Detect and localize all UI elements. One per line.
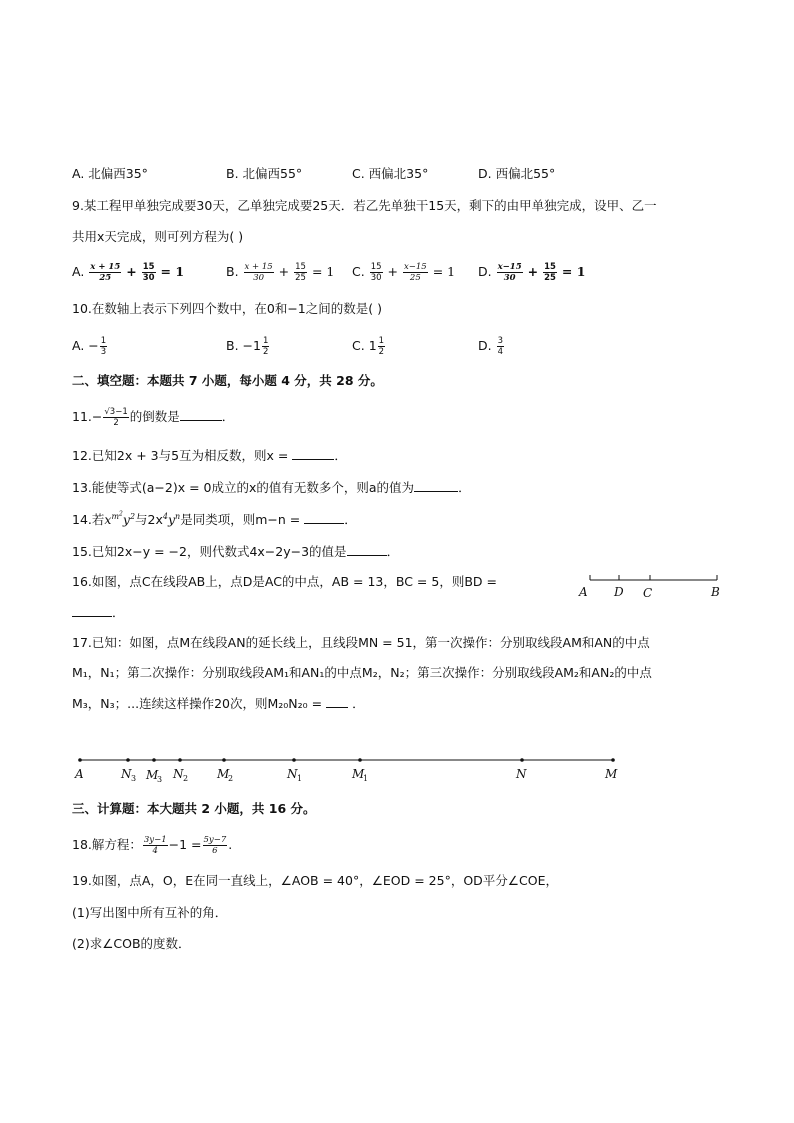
q13: 13.能使等式(a−2)x = 0成立的x的值有无数多个，则a的值为 ． xyxy=(72,480,471,495)
q9-option-c: C. $\frac{15}{30}$ + $\frac{x-15}{25}$ = 1 xyxy=(352,262,456,283)
svg-text:2: 2 xyxy=(228,774,234,783)
point-n1 xyxy=(292,758,296,762)
point-n2 xyxy=(178,758,182,762)
svg-text:3: 3 xyxy=(157,775,163,784)
q16-blank[interactable] xyxy=(72,605,112,617)
point-n xyxy=(520,758,524,762)
q16-segment-figure xyxy=(575,570,725,602)
label-n1: N xyxy=(287,767,298,781)
label-n2: N xyxy=(173,767,184,781)
q13-blank[interactable] xyxy=(414,480,458,492)
q17-line2: M₁，N₁；第二次操作：分别取线段AM₁和AN₁的中点M₂，N₂；第三次操作：分别取线段AM₂和AN₂的中点 xyxy=(72,665,652,680)
q18: 18.解方程： $\frac{3y-1}{4}$ −1 = $\frac{5y-7}{6}$ . xyxy=(72,835,233,856)
label-n3: N xyxy=(121,767,132,781)
q14: 14.若$x^{m^2}y^2$与$2x^4y^n$是同类项，则m−n = ． xyxy=(72,510,357,527)
point-m xyxy=(611,758,615,762)
q10-text: 10.在数轴上表示下列四个数中，在0和−1之间的数是( ) xyxy=(72,301,382,316)
label-m2: M xyxy=(217,767,230,781)
svg-text:1: 1 xyxy=(297,774,303,783)
q17-segment-figure xyxy=(70,752,630,784)
q9-option-b: B. $\frac{x + 15}{30}$ + $\frac{15}{25}$ = 1 xyxy=(226,262,335,283)
q8-option-c: C. 西偏北35° xyxy=(352,166,429,181)
q11-blank[interactable] xyxy=(180,409,222,421)
section-2-heading: 二、填空题：本题共 7 小题，每小题 4 分，共 28 分。 xyxy=(72,373,383,388)
q9-option-a: A. $\frac{x + 15}{25}$ + $\frac{15}{30}$ = 1 xyxy=(72,262,185,283)
section-3-heading: 三、计算题：本大题共 2 小题，共 16 分。 xyxy=(72,801,316,816)
q15: 15.已知2x−y = −2，则代数式4x−2y−3的值是 ． xyxy=(72,544,400,559)
point-m3 xyxy=(152,758,156,762)
q8-option-a: A. 北偏西35° xyxy=(72,166,148,181)
svg-text:1: 1 xyxy=(363,774,369,783)
q9-line1: 9.某工程甲单独完成要30天，乙单独完成要25天．若乙先单独干15天，剩下的由甲单独完成，设甲、乙一 xyxy=(72,198,657,213)
svg-text:3: 3 xyxy=(131,774,137,783)
label-c: C xyxy=(643,586,653,600)
label-m1: M xyxy=(352,767,365,781)
label-m: M xyxy=(605,767,618,781)
q11: 11.− $\frac{√3-1}{2}$ 的倒数是 ． xyxy=(72,407,235,428)
point-n3 xyxy=(126,758,130,762)
point-m1 xyxy=(358,758,362,762)
label-n: N xyxy=(516,767,527,781)
q9-option-d: D. $\frac{x-15}{30}$ + $\frac{15}{25}$ = 1 xyxy=(478,262,586,283)
label-a: A xyxy=(75,767,84,781)
q8-option-b: B. 北偏西55° xyxy=(226,166,303,181)
q17-line1: 17.已知：如图，点M在线段AN的延长线上，且线段MN = 51，第一次操作：分别取线段AM和AN的中点 xyxy=(72,635,650,650)
q12: 12.已知2x + 3与5互为相反数，则x = ． xyxy=(72,448,347,463)
q9-line2: 共用x天完成，则可列方程为( ) xyxy=(72,229,244,244)
q17-blank[interactable] xyxy=(326,696,348,708)
q15-blank[interactable] xyxy=(347,544,387,556)
q16-line2: ． xyxy=(72,604,125,622)
q17-line3: M₃，N₃；...连续这样操作20次，则M₂₀N₂₀ = ． xyxy=(72,696,365,711)
q14-blank[interactable] xyxy=(304,512,344,524)
q19-line1: 19.如图，点A，O，E在同一直线上，∠AOB = 40°，∠EOD = 25°，OD平分∠COE， xyxy=(72,873,558,888)
q19-line3: (2)求∠COB的度数． xyxy=(72,936,191,951)
q10-option-a: A. − $\frac{1}{3}$ xyxy=(72,336,107,357)
q16-line1: 16.如图，点C在线段AB上，点D是AC的中点，AB = 13，BC = 5，则BD = xyxy=(72,574,497,589)
svg-text:2: 2 xyxy=(183,774,189,783)
point-a xyxy=(78,758,82,762)
q19-line2: (1)写出图中所有互补的角． xyxy=(72,905,228,920)
label-m3: M xyxy=(146,768,159,782)
q8-option-d: D. 西偏北55° xyxy=(478,166,556,181)
label-a: A xyxy=(579,585,588,599)
point-m2 xyxy=(222,758,226,762)
q10-option-d: D. $\frac{3}{4}$ xyxy=(478,336,504,357)
q12-blank[interactable] xyxy=(292,448,334,460)
q10-option-c: C. 1 $\frac{1}{2}$ xyxy=(352,336,385,357)
q10-option-b: B. −1 $\frac{1}{2}$ xyxy=(226,336,269,357)
label-d: D xyxy=(614,585,624,599)
label-b: B xyxy=(711,585,720,599)
